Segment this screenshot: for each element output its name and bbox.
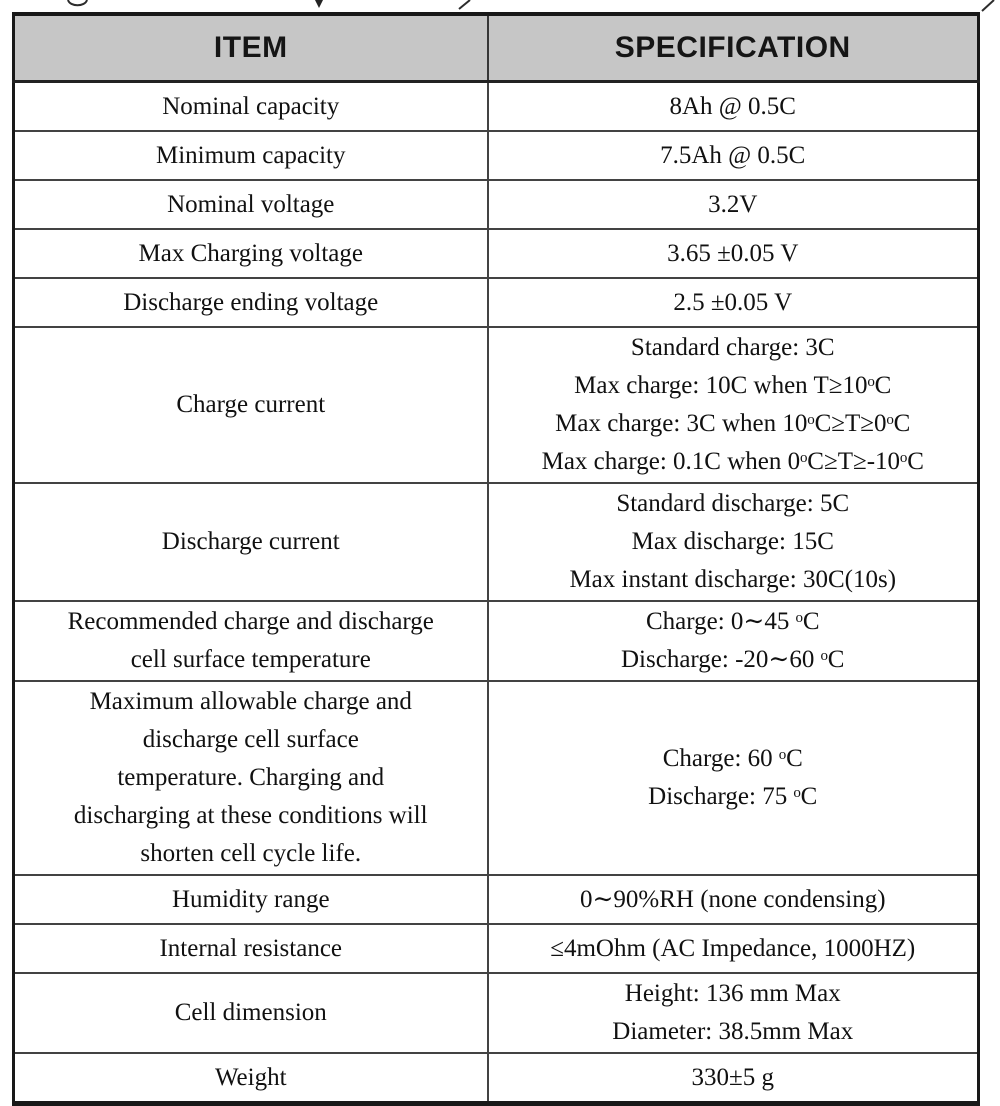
spec-cell — [488, 327, 979, 483]
table-row — [14, 875, 979, 924]
cell-line: discharge cell surface — [142, 726, 359, 753]
cell-line: Discharge: 75 ᵒC — [648, 783, 818, 810]
cell-line: Max instant discharge: 30C(10s) — [569, 566, 897, 593]
table-row — [14, 973, 979, 1053]
cell-line: Nominal capacity — [162, 92, 340, 120]
spec-cell — [488, 131, 979, 180]
cell-line: Charge: 60 ᵒC — [662, 745, 803, 772]
cell-line: Minimum capacity — [155, 141, 346, 169]
cell-line: Discharge ending voltage — [123, 288, 379, 316]
spec-cell — [488, 973, 979, 1053]
cell-line: 0∼90%RH (none condensing) — [579, 885, 886, 913]
table-row — [14, 924, 979, 973]
cell-line: Internal resistance — [159, 934, 343, 962]
cell-line: Height: 136 mm Max — [624, 980, 841, 1007]
cell-line: Max charge: 10C when T≥10ᵒC — [574, 372, 892, 399]
cell-line: Charge: 0∼45 ᵒC — [645, 608, 820, 635]
spec-table — [12, 12, 980, 1106]
table-row — [14, 327, 979, 483]
item-cell — [14, 924, 488, 973]
cell-line: Max charge: 3C when 10ᵒC≥T≥0ᵒC — [555, 410, 911, 437]
cell-line: Cell dimension — [174, 999, 327, 1026]
spec-cell — [488, 924, 979, 973]
cell-line: 3.2V — [708, 190, 758, 218]
spec-table-body — [14, 82, 979, 1104]
item-cell — [14, 229, 488, 278]
spec-cell — [488, 229, 979, 278]
item-cell — [14, 681, 488, 875]
item-cell — [14, 601, 488, 681]
cell-line: Max charge: 0.1C when 0ᵒC≥T≥-10ᵒC — [541, 448, 924, 475]
spec-cell — [488, 180, 979, 229]
cell-line: Maximum allowable charge and — [89, 688, 412, 715]
cell-line: Max Charging voltage — [138, 239, 363, 267]
cell-line: Humidity range — [171, 885, 330, 913]
spec-table-header — [14, 14, 979, 82]
cell-line: Charge current — [176, 391, 326, 418]
spec-cell — [488, 681, 979, 875]
header-item: ITEM — [14, 14, 488, 82]
spec-cell — [488, 278, 979, 327]
cell-line: Standard charge: 3C — [630, 334, 835, 361]
item-cell — [14, 327, 488, 483]
table-row — [14, 180, 979, 229]
cell-line: discharging at these conditions will — [73, 802, 428, 829]
spec-cell — [488, 601, 979, 681]
item-cell — [14, 1053, 488, 1104]
table-row — [14, 229, 979, 278]
table-row — [14, 278, 979, 327]
item-cell — [14, 973, 488, 1053]
cropped-glyph-fragment — [315, 0, 323, 8]
item-cell — [14, 483, 488, 601]
cropped-glyph-fragment — [459, 0, 470, 9]
table-row — [14, 82, 979, 132]
header-row — [14, 14, 979, 82]
table-row — [14, 601, 979, 681]
cell-line: 330±5 g — [691, 1063, 774, 1091]
table-row — [14, 483, 979, 601]
cell-line: cell surface temperature — [130, 646, 371, 673]
item-cell — [14, 278, 488, 327]
cell-line: ≤4mOhm (AC Impedance, 1000HZ) — [550, 934, 916, 962]
cell-line: Weight — [214, 1063, 287, 1091]
cell-line: Standard discharge: 5C — [616, 490, 850, 517]
spec-cell — [488, 875, 979, 924]
cropped-glyph-fragment — [68, 0, 87, 5]
cropped-glyph-fragment — [982, 0, 994, 11]
cell-line: temperature. Charging and — [117, 764, 385, 791]
table-row — [14, 1053, 979, 1104]
cell-line: Diameter: 38.5mm Max — [612, 1018, 854, 1045]
cell-line: shorten cell cycle life. — [140, 840, 362, 867]
cell-line: Max discharge: 15C — [631, 528, 834, 555]
cell-line: Discharge current — [161, 528, 340, 555]
spec-cell — [488, 483, 979, 601]
cell-line: 3.65 ±0.05 V — [667, 239, 799, 267]
spec-cell — [488, 82, 979, 132]
cell-line: Nominal voltage — [167, 190, 335, 218]
item-cell — [14, 875, 488, 924]
cell-line: 2.5 ±0.05 V — [673, 288, 793, 316]
table-row — [14, 681, 979, 875]
cell-line: 8Ah @ 0.5C — [669, 92, 796, 120]
item-cell — [14, 180, 488, 229]
cell-line: Discharge: -20∼60 ᵒC — [621, 646, 845, 673]
cell-line: Recommended charge and discharge — [67, 608, 434, 635]
item-cell — [14, 82, 488, 132]
item-cell — [14, 131, 488, 180]
table-row — [14, 131, 979, 180]
spec-cell — [488, 1053, 979, 1104]
header-specification: SPECIFICATION — [488, 14, 979, 82]
cell-line: 7.5Ah @ 0.5C — [660, 141, 806, 169]
